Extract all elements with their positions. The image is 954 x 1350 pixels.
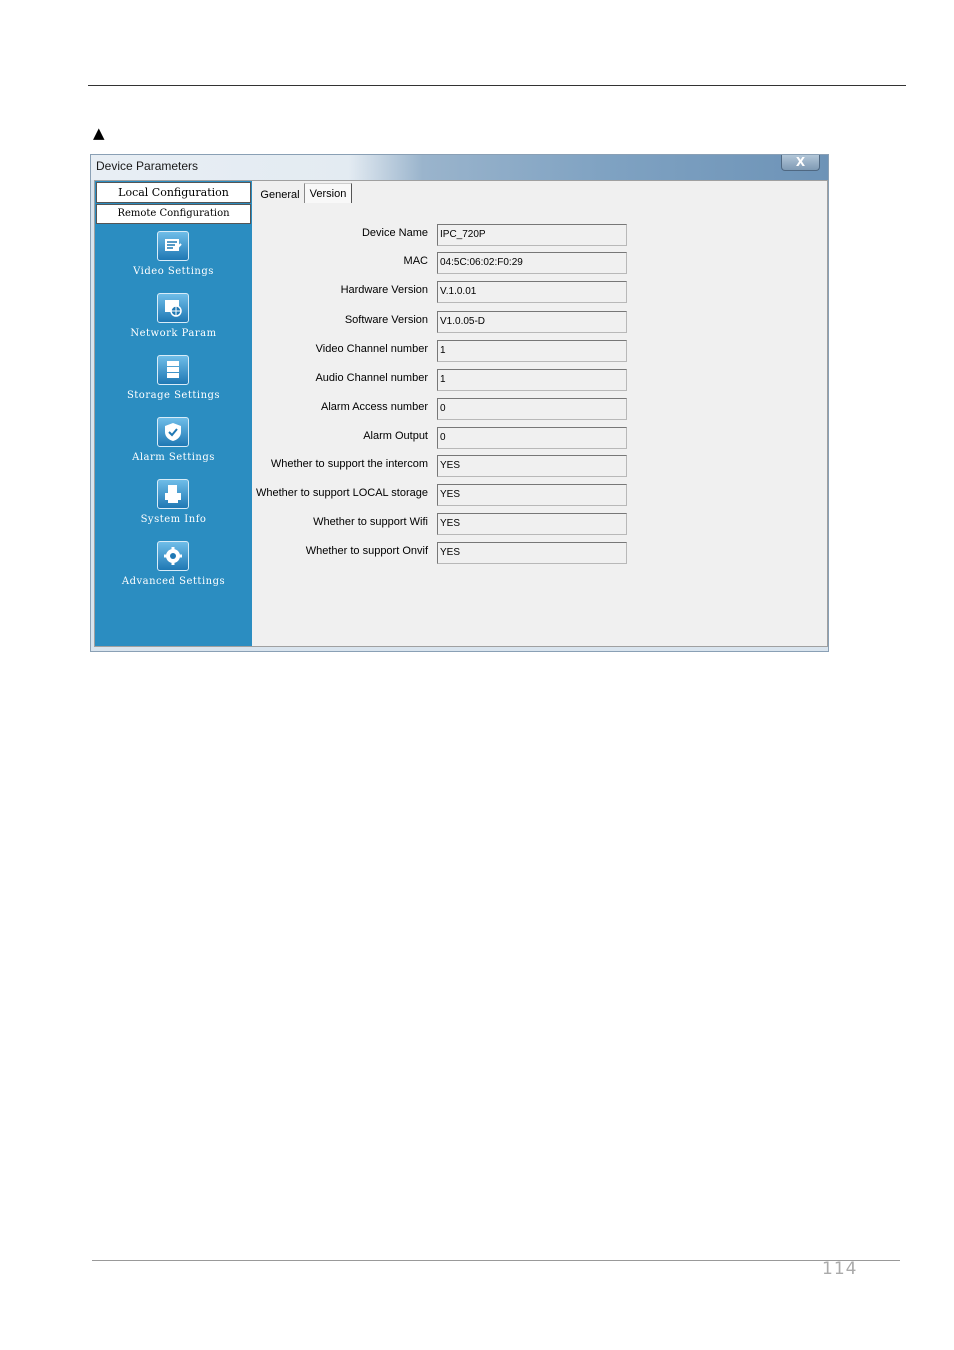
window-title: Device Parameters: [96, 159, 199, 173]
field-software-version: [255, 311, 635, 333]
sidebar: [95, 181, 252, 646]
field-label: Device Name: [361, 227, 428, 239]
field-label: Whether to support the intercom: [270, 458, 428, 470]
sidebar-item-label: Storage Settings: [126, 390, 221, 401]
sidebar-item-alarm-settings[interactable]: [95, 417, 252, 473]
close-icon: X: [795, 155, 806, 169]
footer-rule: [92, 1260, 900, 1261]
sidebar-item-storage-settings[interactable]: [95, 355, 252, 411]
support-local-storage-field[interactable]: YES: [437, 484, 627, 506]
field-label: Whether to support Wifi: [313, 516, 428, 528]
field-device-name: [255, 224, 635, 246]
dialog-client-area: [94, 180, 828, 647]
sidebar-item-label: Alarm Settings: [132, 452, 215, 463]
figure-marker: ▲: [93, 124, 105, 142]
remote-configuration-tab[interactable]: Remote Configuration: [96, 204, 251, 224]
field-label: MAC: [403, 255, 428, 267]
sidebar-item-system-info[interactable]: [95, 479, 252, 535]
sidebar-item-label: Advanced Settings: [121, 576, 226, 587]
field-label: Whether to support Onvif: [305, 545, 428, 557]
page-number: 114: [822, 1259, 858, 1279]
advanced-settings-icon: [157, 541, 189, 571]
tab-general[interactable]: General: [260, 189, 300, 201]
sidebar-item-label: Video Settings: [133, 266, 214, 277]
system-info-icon: [157, 479, 189, 509]
mac-field[interactable]: 04:5C:06:02:F0:29: [437, 252, 627, 274]
hardware-version-field[interactable]: V.1.0.01: [437, 281, 627, 303]
field-label: Whether to support LOCAL storage: [255, 487, 428, 499]
device-name-field[interactable]: IPC_720P: [437, 224, 627, 246]
field-video-channel-number: [255, 340, 635, 362]
tab-version[interactable]: Version: [304, 183, 352, 203]
field-mac: [255, 252, 635, 274]
video-settings-icon: [157, 231, 189, 261]
sidebar-item-network-param[interactable]: [95, 293, 252, 349]
field-label: Hardware Version: [340, 284, 428, 296]
sidebar-item-label: Network Param: [130, 328, 217, 339]
field-alarm-output: [255, 427, 635, 449]
alarm-output-field[interactable]: 0: [437, 427, 627, 449]
storage-settings-icon: [157, 355, 189, 385]
field-support-local-storage: [255, 484, 635, 506]
alarm-access-number-field[interactable]: 0: [437, 398, 627, 420]
field-alarm-access-number: [255, 398, 635, 420]
title-bar[interactable]: [91, 155, 828, 180]
device-parameters-window: [90, 154, 829, 652]
header-rule: [88, 85, 906, 86]
sidebar-item-video-settings[interactable]: [95, 231, 252, 287]
software-version-field[interactable]: V1.0.05-D: [437, 311, 627, 333]
field-support-wifi: [255, 513, 635, 535]
sidebar-item-label: System Info: [140, 514, 207, 525]
sidebar-item-advanced-settings[interactable]: [95, 541, 252, 597]
support-wifi-field[interactable]: YES: [437, 513, 627, 535]
alarm-settings-icon: [157, 417, 189, 447]
support-onvif-field[interactable]: YES: [437, 542, 627, 564]
network-param-icon: [157, 293, 189, 323]
audio-channel-number-field[interactable]: 1: [437, 369, 627, 391]
field-label: Alarm Access number: [321, 401, 428, 413]
field-audio-channel-number: [255, 369, 635, 391]
field-support-onvif: [255, 542, 635, 564]
video-channel-number-field[interactable]: 1: [437, 340, 627, 362]
local-configuration-tab[interactable]: Local Configuration: [96, 182, 251, 203]
field-label: Software Version: [344, 314, 428, 326]
field-support-intercom: [255, 455, 635, 477]
field-label: Audio Channel number: [315, 372, 428, 384]
field-label: Video Channel number: [315, 343, 428, 355]
field-label: Alarm Output: [363, 430, 428, 442]
field-hardware-version: [255, 281, 635, 303]
close-button[interactable]: [781, 155, 820, 171]
support-intercom-field[interactable]: YES: [437, 455, 627, 477]
